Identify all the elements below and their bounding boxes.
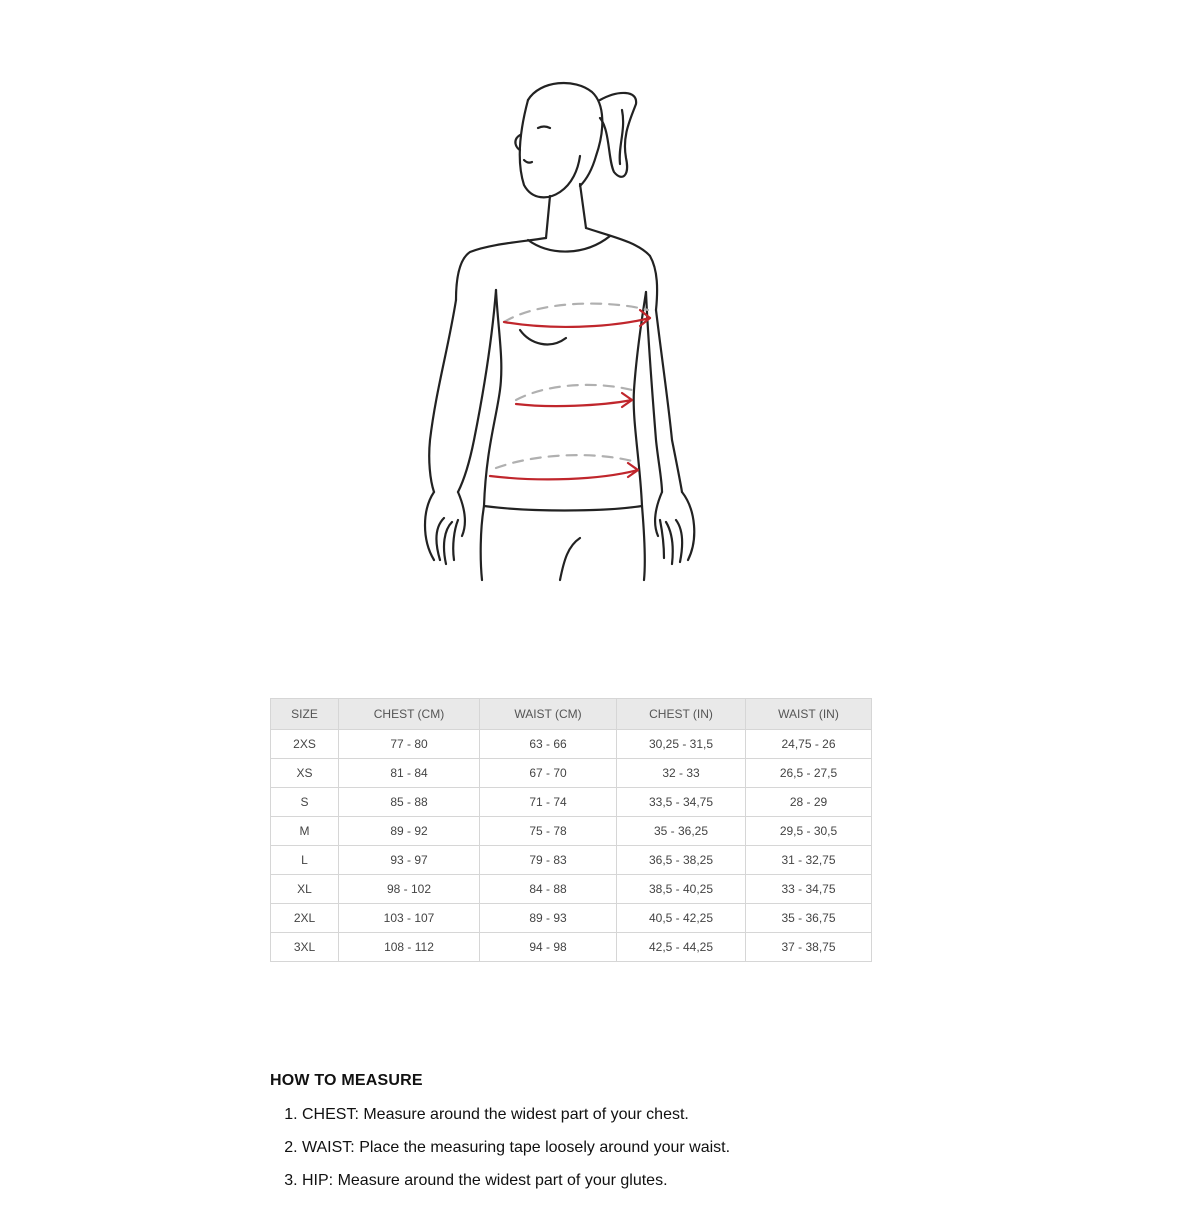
cell-chest-cm: 85 - 88 bbox=[339, 788, 480, 817]
size-chart-table bbox=[270, 698, 872, 962]
cell-size: 3XL bbox=[271, 933, 339, 962]
header-waist-cm: WAIST (CM) bbox=[480, 699, 617, 730]
cell-chest-in: 32 - 33 bbox=[617, 759, 746, 788]
cell-chest-cm: 81 - 84 bbox=[339, 759, 480, 788]
cell-waist-cm: 94 - 98 bbox=[480, 933, 617, 962]
table-row bbox=[271, 875, 872, 904]
cell-chest-in: 42,5 - 44,25 bbox=[617, 933, 746, 962]
cell-chest-in: 40,5 - 42,25 bbox=[617, 904, 746, 933]
table-row bbox=[271, 904, 872, 933]
cell-waist-cm: 89 - 93 bbox=[480, 904, 617, 933]
list-item: 1. CHEST: Measure around the widest part of your chest. bbox=[302, 1098, 730, 1131]
cell-waist-cm: 67 - 70 bbox=[480, 759, 617, 788]
cell-size: 2XL bbox=[271, 904, 339, 933]
cell-chest-in: 35 - 36,25 bbox=[617, 817, 746, 846]
table-row bbox=[271, 933, 872, 962]
header-chest-cm: CHEST (CM) bbox=[339, 699, 480, 730]
table-row bbox=[271, 759, 872, 788]
cell-chest-cm: 93 - 97 bbox=[339, 846, 480, 875]
cell-size: 2XS bbox=[271, 730, 339, 759]
cell-size: XL bbox=[271, 875, 339, 904]
cell-waist-in: 29,5 - 30,5 bbox=[746, 817, 872, 846]
cell-chest-in: 38,5 - 40,25 bbox=[617, 875, 746, 904]
cell-waist-in: 26,5 - 27,5 bbox=[746, 759, 872, 788]
cell-waist-in: 35 - 36,75 bbox=[746, 904, 872, 933]
cell-chest-cm: 103 - 107 bbox=[339, 904, 480, 933]
cell-chest-cm: 89 - 92 bbox=[339, 817, 480, 846]
cell-chest-in: 33,5 - 34,75 bbox=[617, 788, 746, 817]
header-chest-in: CHEST (IN) bbox=[617, 699, 746, 730]
cell-waist-in: 33 - 34,75 bbox=[746, 875, 872, 904]
cell-size: M bbox=[271, 817, 339, 846]
table-row bbox=[271, 788, 872, 817]
cell-waist-cm: 79 - 83 bbox=[480, 846, 617, 875]
header-waist-in: WAIST (IN) bbox=[746, 699, 872, 730]
how-to-measure-section bbox=[270, 1072, 730, 1197]
cell-waist-in: 37 - 38,75 bbox=[746, 933, 872, 962]
list-item: 2. WAIST: Place the measuring tape loosely around your waist. bbox=[302, 1131, 730, 1164]
cell-size: L bbox=[271, 846, 339, 875]
cell-size: XS bbox=[271, 759, 339, 788]
cell-chest-cm: 98 - 102 bbox=[339, 875, 480, 904]
cell-waist-cm: 75 - 78 bbox=[480, 817, 617, 846]
cell-chest-cm: 77 - 80 bbox=[339, 730, 480, 759]
table-row bbox=[271, 730, 872, 759]
cell-size: S bbox=[271, 788, 339, 817]
cell-waist-in: 31 - 32,75 bbox=[746, 846, 872, 875]
cell-waist-in: 28 - 29 bbox=[746, 788, 872, 817]
cell-chest-cm: 108 - 112 bbox=[339, 933, 480, 962]
table-header-row bbox=[271, 699, 872, 730]
header-size: SIZE bbox=[271, 699, 339, 730]
table-row bbox=[271, 817, 872, 846]
list-item: 3. HIP: Measure around the widest part of your glutes. bbox=[302, 1164, 730, 1197]
cell-waist-cm: 63 - 66 bbox=[480, 730, 617, 759]
cell-chest-in: 36,5 - 38,25 bbox=[617, 846, 746, 875]
cell-waist-in: 24,75 - 26 bbox=[746, 730, 872, 759]
cell-waist-cm: 71 - 74 bbox=[480, 788, 617, 817]
cell-chest-in: 30,25 - 31,5 bbox=[617, 730, 746, 759]
table-row bbox=[271, 846, 872, 875]
body-measurement-illustration bbox=[400, 60, 730, 600]
cell-waist-cm: 84 - 88 bbox=[480, 875, 617, 904]
how-to-measure-title: HOW TO MEASURE bbox=[270, 1072, 423, 1089]
how-to-measure-list bbox=[270, 1098, 730, 1197]
